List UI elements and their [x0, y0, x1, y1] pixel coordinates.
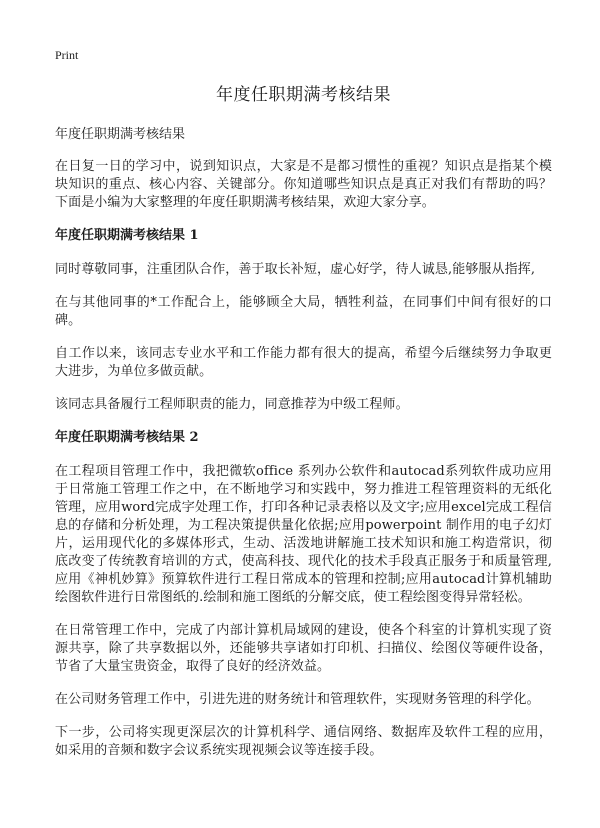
section-2-paragraph: 在日常管理工作中，完成了内部计算机局域网的建设，使各个科室的计算机实现了资源共享，除了共享数据以外，还能够共享诸如打印机、扫描仪、绘图仪等硬件设备，节省了大量宝贵资金，取得了良好的经济效益。: [55, 623, 552, 674]
print-link[interactable]: Print: [55, 48, 79, 62]
section-1-paragraph: 该同志具备履行工程师职责的能力，同意推荐为中级工程师。: [55, 397, 409, 412]
section-heading-1: 年度任职期满考核结果 1: [55, 228, 199, 243]
section-2-paragraph: 在公司财务管理工作中，引进先进的财务统计和管理软件，实现财务管理的科学化。: [55, 692, 540, 707]
section-2-paragraph: 下一步，公司将实现更深层次的计算机科学、通信网络、数据库及软件工程的应用，如采用的音频和数字会议系统实现视频会议等连接手段。: [55, 725, 552, 758]
section-1-paragraph: 自工作以来，该同志专业水平和工作能力都有很大的提高，希望今后继续努力争取更大进步，为单位多做贡献。: [55, 346, 552, 379]
section-1-paragraph: 同时尊敬同事，注重团队合作，善于取长补短，虚心好学，待人诚恳,能够服从指挥,: [55, 262, 536, 277]
section-heading-2: 年度任职期满考核结果 2: [55, 430, 199, 445]
page-title: 年度任职期满考核结果: [216, 85, 391, 105]
section-2-paragraph: 在工程项目管理工作中，我把微软office 系列办公软件和autocad系列软件成功应用于日常施工管理工作之中，在不断地学习和实践中，努力推进工程管理资料的无纸化管理，应用word完成字处理工作，打印各种记录表格以及文字;应用excel完成工程信息的存储和分析处理，为工程决策提供量化依据;应用powerpoint 制作用的电子幻灯片，运用现代化的多媒体形式，生动、活泼地讲解施工技术知识和施工构造常识，彻底改变了传统教育培训的方式，使高科技、现代化的技术手段真正服务于和质量管理,应用《神机妙算》预算软件进行工程日常成本的管理和控制;应用autocad计算机辅助绘图软件进行日常图纸的.绘制和施工图纸的分解交底，使工程绘图变得异常轻松。: [55, 464, 552, 605]
document-subtitle: 年度任职期满考核结果: [55, 127, 186, 142]
intro-paragraph: 在日复一日的学习中，说到知识点，大家是不是都习惯性的重视？知识点是指某个模块知识的重点、核心内容、关键部分。你知道哪些知识点是真正对我们有帮助的吗？下面是小编为大家整理的年度任职期满考核结果，欢迎大家分享。: [55, 159, 552, 210]
section-1-paragraph: 在与其他同事的*工作配合上，能够顾全大局，牺牲利益，在同事们中间有很好的口碑。: [55, 295, 552, 328]
